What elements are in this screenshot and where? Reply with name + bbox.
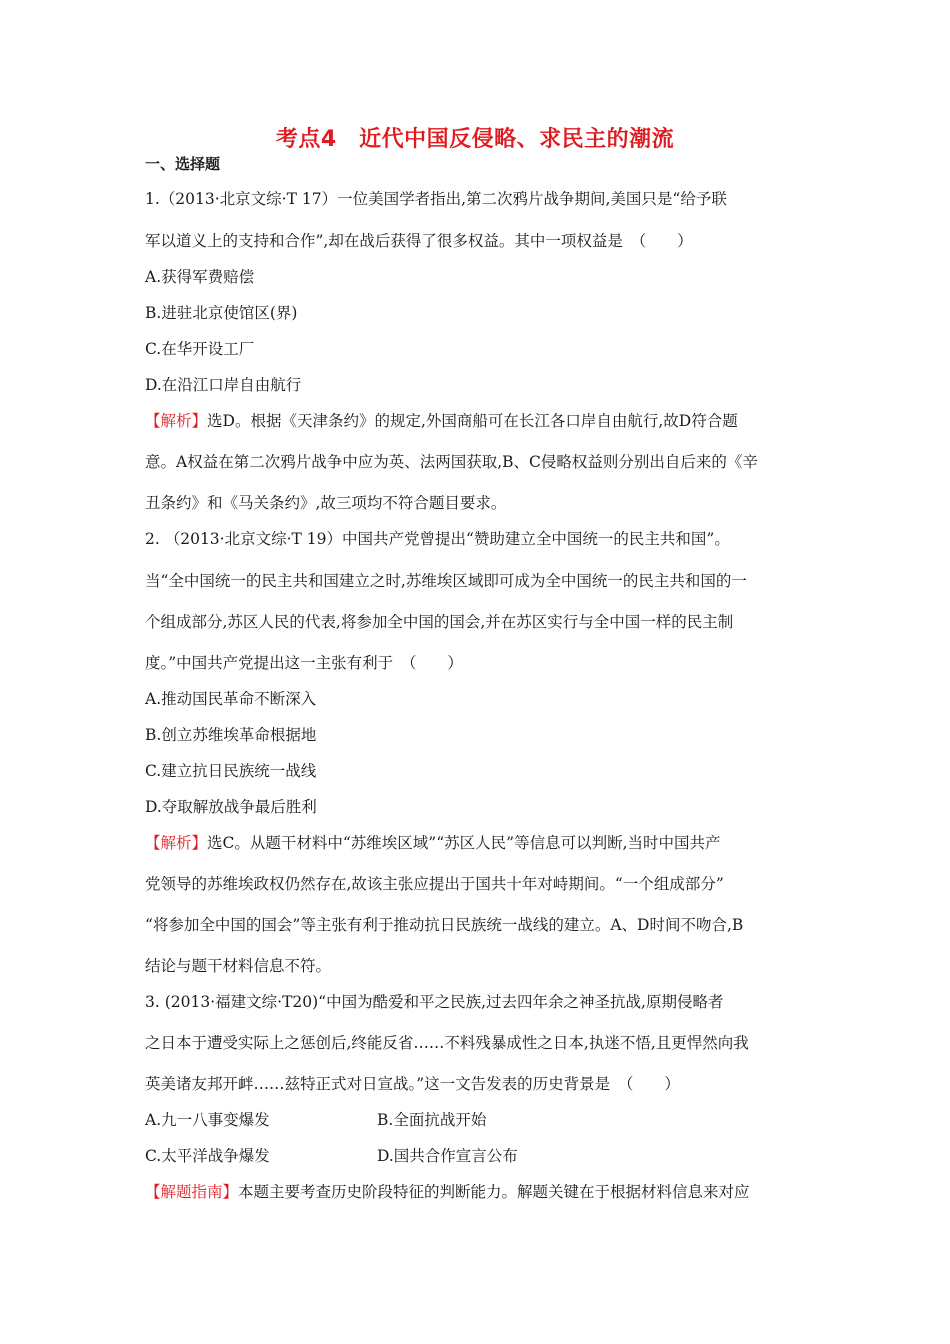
q3-option-c: C.太平洋战争爆发 — [145, 1147, 270, 1165]
section-heading: 一、选择题 — [145, 155, 221, 173]
q2-stem-line: 度。”中国共产党提出这一主张有利于 （ ） — [145, 654, 463, 672]
q1-analysis-line — [145, 409, 738, 431]
analysis-text: 选C。从题干材料中“苏维埃区域”“苏区人民”等信息可以判断,当时中国共产 — [207, 834, 721, 852]
q2-stem-line: 个组成部分,苏区人民的代表,将参加全中国的国会,并在苏区实行与全中国一样的民主制 — [145, 613, 734, 631]
q2-option-c: C.建立抗日民族统一战线 — [145, 762, 317, 780]
analysis-text: 选D。根据《天津条约》的规定,外国商船可在长江各口岸自由航行,故D符合题 — [207, 412, 738, 430]
guide-tag: 【解题指南】 — [145, 1183, 239, 1201]
q2-analysis-line: “将参加全中国的国会”等主张有利于推动抗日民族统一战线的建立。A、D时间不吻合,B — [145, 916, 744, 934]
q1-stem-line: 1.（2013·北京文综·T 17）一位美国学者指出,第二次鸦片战争期间,美国只是“给予联 — [145, 190, 727, 208]
q1-analysis-line: 丑条约》和《马关条约》,故三项均不符合题目要求。 — [145, 494, 507, 512]
analysis-tag: 【解析】 — [145, 412, 208, 430]
q1-option-a: A.获得军费赔偿 — [145, 268, 255, 286]
q2-option-d: D.夺取解放战争最后胜利 — [145, 798, 317, 816]
q3-option-d: D.国共合作宣言公布 — [377, 1147, 518, 1165]
q1-analysis-line: 意。A权益在第二次鸦片战争中应为英、法两国获取,B、C侵略权益则分别出自后来的《辛 — [145, 453, 758, 471]
q2-analysis-line — [145, 831, 721, 853]
q3-stem-line: 3. (2013·福建文综·T20)“中国为酷爱和平之民族,过去四年余之神圣抗战,原期侵略者 — [145, 993, 724, 1011]
q3-stem-line: 之日本于遭受实际上之惩创后,终能反省……不料残暴成性之日本,执迷不悟,且更悍然向我 — [145, 1034, 749, 1052]
q3-guide-line — [145, 1180, 750, 1202]
q3-option-a: A.九一八事变爆发 — [145, 1111, 270, 1129]
guide-text: 本题主要考查历史阶段特征的判断能力。解题关键在于根据材料信息来对应 — [238, 1183, 750, 1201]
q2-option-b: B.创立苏维埃革命根据地 — [145, 726, 317, 744]
q1-stem-line: 军以道义上的支持和合作”,却在战后获得了很多权益。其中一项权益是 （ ） — [145, 232, 693, 250]
q1-option-b: B.进驻北京使馆区(界) — [145, 304, 298, 322]
q3-stem-line: 英美诸友邦开衅……兹特正式对日宣战。”这一文告发表的历史背景是 （ ） — [145, 1075, 680, 1093]
q2-option-a: A.推动国民革命不断深入 — [145, 690, 317, 708]
analysis-tag: 【解析】 — [145, 834, 208, 852]
q2-stem-line: 当“全中国统一的民主共和国建立之时,苏维埃区域即可成为全中国统一的民主共和国的一 — [145, 572, 747, 590]
q1-option-c: C.在华开设工厂 — [145, 340, 255, 358]
q2-analysis-line: 党领导的苏维埃政权仍然存在,故该主张应提出于国共十年对峙期间。“一个组成部分” — [145, 875, 724, 893]
q1-option-d: D.在沿江口岸自由航行 — [145, 376, 302, 394]
q3-option-b: B.全面抗战开始 — [377, 1111, 487, 1129]
q2-stem-line: 2. （2013·北京文综·T 19）中国共产党曾提出“赞助建立全中国统一的民主共和国”。 — [145, 530, 730, 548]
q2-analysis-line: 结论与题干材料信息不符。 — [145, 957, 332, 975]
page-title: 考点4 近代中国反侵略、求民主的潮流 — [275, 127, 675, 152]
